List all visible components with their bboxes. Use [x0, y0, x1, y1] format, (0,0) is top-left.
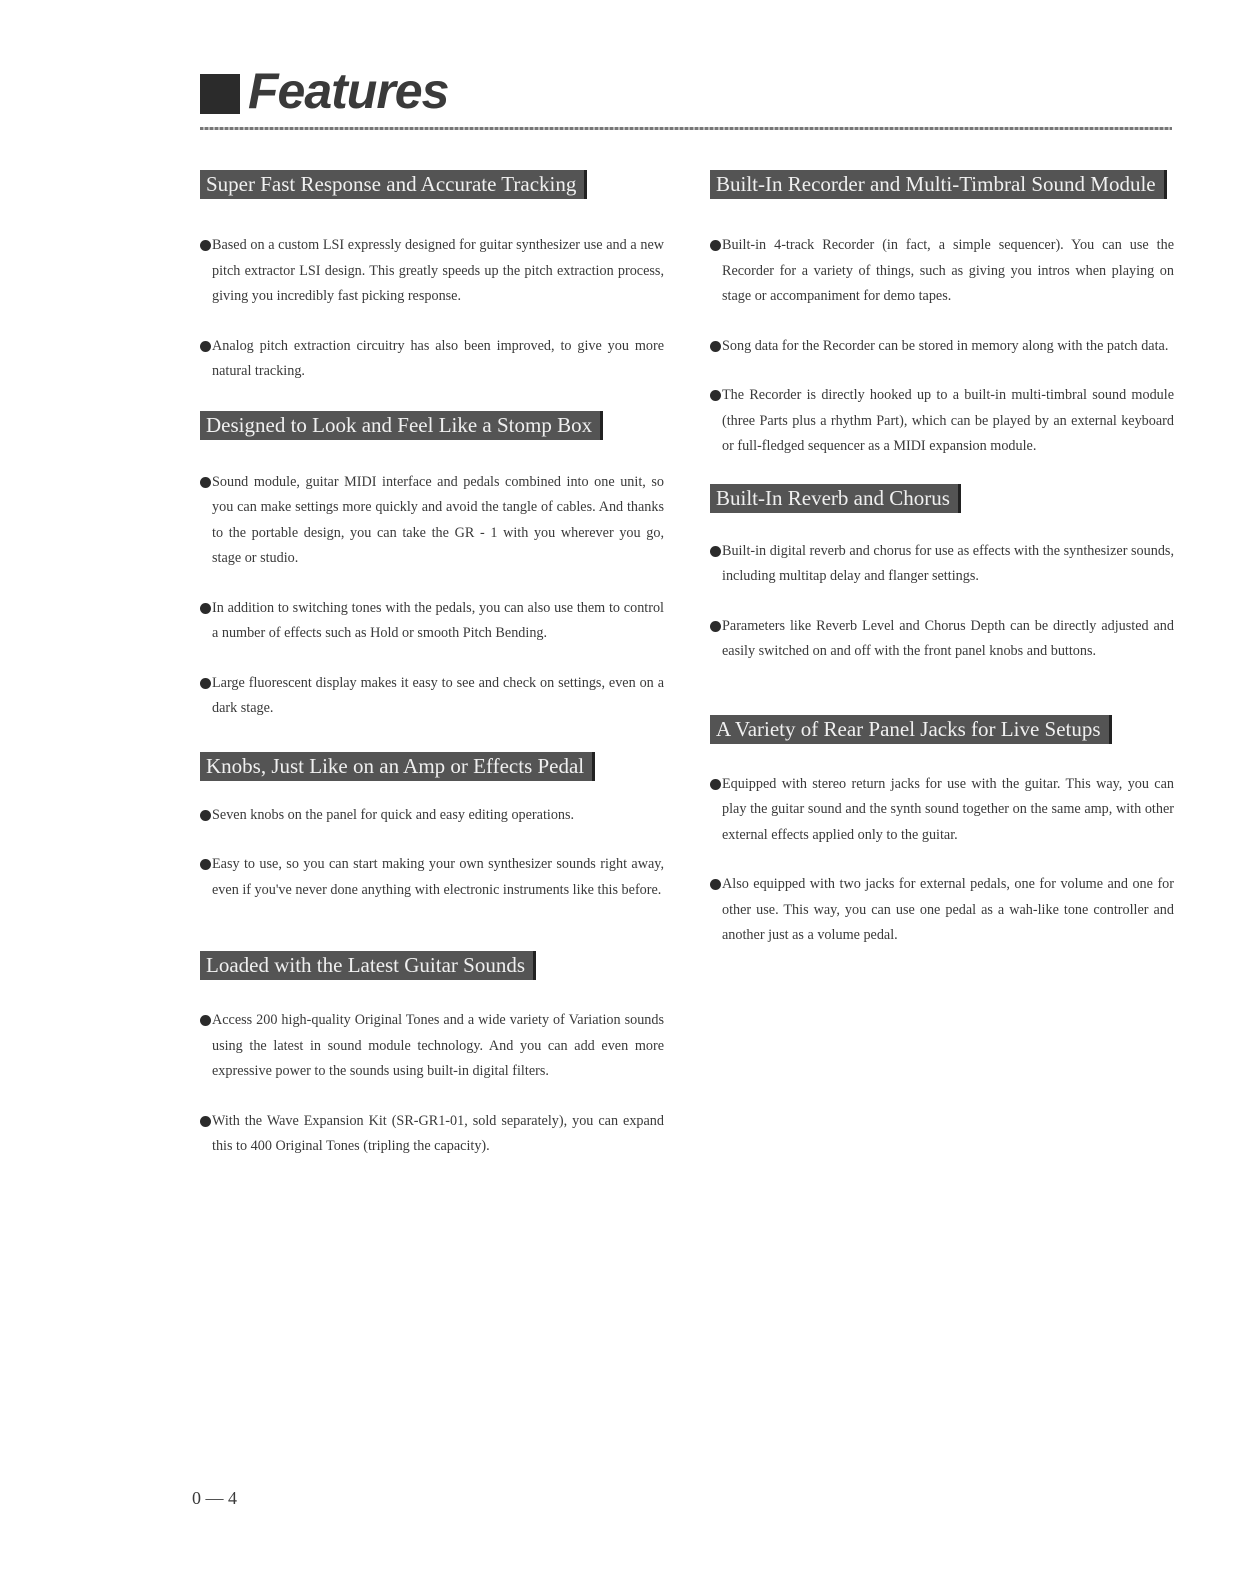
- section-header: A Variety of Rear Panel Jacks for Live Setups: [710, 715, 1112, 744]
- bullet-icon: [710, 341, 721, 352]
- feature-paragraph: Large fluorescent display makes it easy to see and check on settings, even on a dark stage.: [200, 671, 664, 722]
- section-guitar-sounds: [200, 951, 664, 1160]
- feature-paragraph: Parameters like Reverb Level and Chorus Depth can be directly adjusted and easily switched on and off with the front panel knobs and buttons.: [710, 614, 1174, 665]
- section-header: Super Fast Response and Accurate Tracking: [200, 170, 587, 199]
- section-stomp-box: [200, 411, 664, 722]
- feature-paragraph: Seven knobs on the panel for quick and easy editing operations.: [200, 803, 664, 829]
- bullet-icon: [710, 879, 721, 890]
- bullet-icon: [200, 240, 211, 251]
- feature-paragraph: Equipped with stereo return jacks for use with the guitar. This way, you can play the guitar sound and the synth sound together on the same amp, with other external effects applied only to the guitar.: [710, 772, 1174, 849]
- bullet-icon: [200, 1015, 211, 1026]
- bullet-icon: [200, 678, 211, 689]
- bullet-icon: [200, 341, 211, 352]
- feature-paragraph: Built-in digital reverb and chorus for use as effects with the synthesizer sounds, including multitap delay and flanger settings.: [710, 539, 1174, 590]
- left-column: [200, 170, 664, 1160]
- feature-paragraph: Also equipped with two jacks for external pedals, one for volume and one for other use. This way, you can use one pedal as a wah-like tone controller and another just as a volume pedal.: [710, 872, 1174, 949]
- section-reverb-chorus: [710, 484, 1174, 665]
- section-tracking: [200, 170, 664, 385]
- bullet-icon: [710, 779, 721, 790]
- title-square-icon: [200, 74, 240, 114]
- section-header: Loaded with the Latest Guitar Sounds: [200, 951, 536, 980]
- bullet-icon: [200, 603, 211, 614]
- bullet-icon: [710, 390, 721, 401]
- section-recorder: [710, 170, 1174, 460]
- feature-paragraph: Built-in 4-track Recorder (in fact, a simple sequencer). You can use the Recorder for a variety of things, such as giving you intros when playing on stage or accompaniment for demo tapes.: [710, 233, 1174, 310]
- page-title: [200, 62, 448, 120]
- bullet-icon: [200, 1116, 211, 1127]
- feature-paragraph: Access 200 high-quality Original Tones and a wide variety of Variation sounds using the latest in sound module technology. And you can add even more expressive power to the sounds using built-in digital filters.: [200, 1008, 664, 1085]
- section-header: Designed to Look and Feel Like a Stomp Box: [200, 411, 603, 440]
- feature-paragraph: With the Wave Expansion Kit (SR-GR1-01, sold separately), you can expand this to 400 Original Tones (tripling the capacity).: [200, 1109, 664, 1160]
- section-header: Built-In Recorder and Multi-Timbral Sound Module: [710, 170, 1167, 199]
- page-title-text: Features: [248, 63, 449, 119]
- feature-paragraph: Easy to use, so you can start making your own synthesizer sounds right away, even if you've never done anything with electronic instruments like this before.: [200, 852, 664, 903]
- bullet-icon: [200, 810, 211, 821]
- page-number: 0 — 4: [192, 1488, 237, 1508]
- right-column: [710, 170, 1174, 949]
- bullet-icon: [710, 240, 721, 251]
- feature-paragraph: Song data for the Recorder can be stored in memory along with the patch data.: [710, 334, 1174, 360]
- feature-paragraph: Sound module, guitar MIDI interface and pedals combined into one unit, so you can make settings more quickly and avoid the tangle of cables. And thanks to the portable design, you can take the GR - 1 with you wherever you go, stage or studio.: [200, 470, 664, 572]
- bullet-icon: [200, 477, 211, 488]
- bullet-icon: [710, 621, 721, 632]
- feature-paragraph: Based on a custom LSI expressly designed for guitar synthesizer use and a new pitch extractor LSI design. This greatly speeds up the pitch extraction process, giving you incredibly fast picking response.: [200, 233, 664, 310]
- title-divider: [200, 127, 1172, 130]
- feature-paragraph: The Recorder is directly hooked up to a built-in multi-timbral sound module (three Parts plus a rhythm Part), which can be played by an external keyboard or full-fledged sequencer as a MIDI expansion module.: [710, 383, 1174, 460]
- bullet-icon: [200, 859, 211, 870]
- section-header: Knobs, Just Like on an Amp or Effects Pedal: [200, 752, 595, 781]
- section-header: Built-In Reverb and Chorus: [710, 484, 961, 513]
- feature-paragraph: Analog pitch extraction circuitry has also been improved, to give you more natural tracking.: [200, 334, 664, 385]
- feature-paragraph: In addition to switching tones with the pedals, you can also use them to control a number of effects such as Hold or smooth Pitch Bending.: [200, 596, 664, 647]
- section-rear-panel-jacks: [710, 715, 1174, 949]
- bullet-icon: [710, 546, 721, 557]
- section-knobs: [200, 752, 664, 904]
